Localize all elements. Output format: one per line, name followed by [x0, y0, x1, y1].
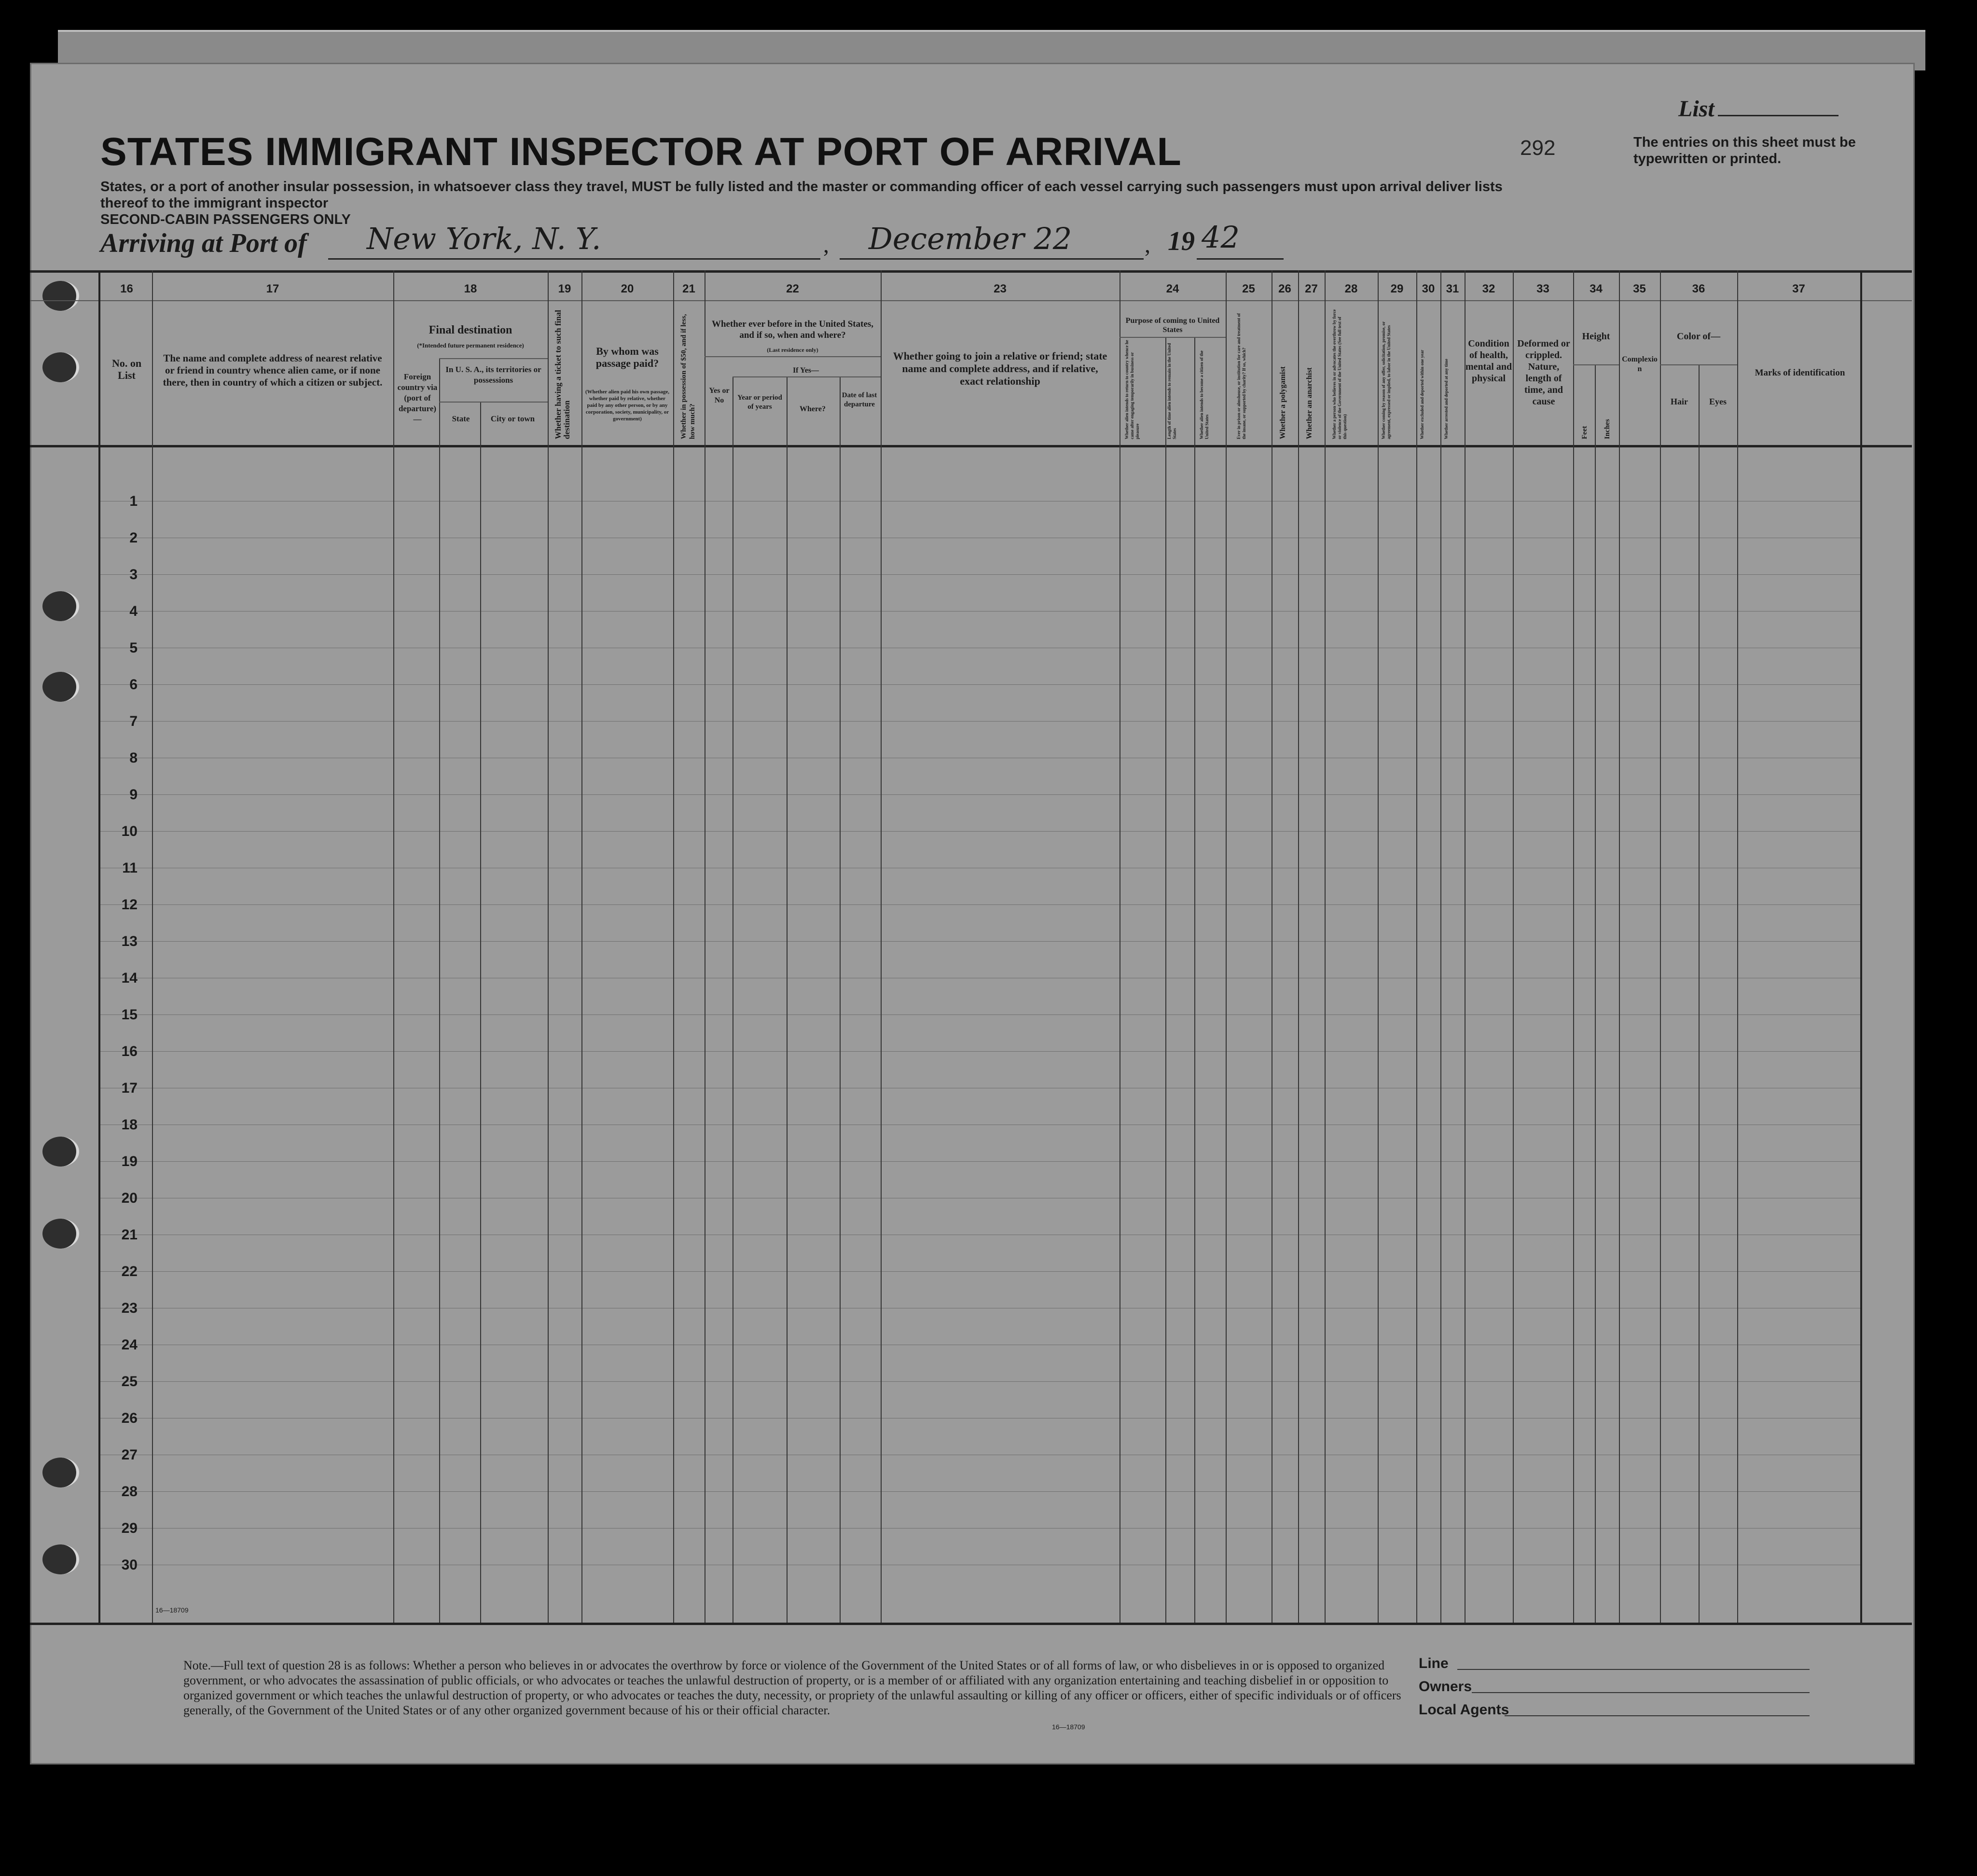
row-number: 21 — [121, 1227, 138, 1243]
column-divider — [152, 270, 153, 1623]
row-number: 20 — [121, 1190, 138, 1206]
subheader-rule — [1660, 364, 1737, 365]
column-divider — [1298, 270, 1299, 1623]
header-height: Height — [1582, 331, 1610, 342]
column-divider — [480, 402, 481, 1623]
row-rule — [98, 1381, 1860, 1382]
row-rule — [98, 574, 1860, 575]
states-note-text: States, or a port of another insular possession, in whatsoever class they travel, MUST be fully listed and the master or commanding officer of each vessel carrying such passengers must upon arrival deliver lists thereof to the immigrant inspector — [100, 179, 1503, 211]
header-purpose: Purpose of coming to United States — [1125, 317, 1220, 334]
row-number: 29 — [121, 1520, 138, 1536]
column-divider — [1378, 270, 1379, 1623]
form-number-table: 16—18709 — [155, 1606, 189, 1614]
row-number: 18 — [121, 1117, 138, 1133]
header-yes-no: Yes or No — [709, 387, 730, 404]
col-number: 28 — [1344, 282, 1358, 295]
row-rule — [98, 1271, 1860, 1272]
subheader-rule — [705, 356, 881, 357]
column-divider — [1699, 364, 1700, 1623]
row-number: 16 — [121, 1043, 138, 1059]
row-number: 12 — [121, 897, 138, 913]
row-number: 13 — [121, 933, 138, 949]
line-label: Line — [1419, 1655, 1449, 1671]
row-number: 15 — [121, 1007, 138, 1023]
row-number: 1 — [129, 493, 138, 509]
year-prefix: 19 — [1168, 226, 1195, 256]
owners-field — [1472, 1692, 1810, 1693]
header-labor: Whether coming by reason of any offer, solicitation, promise, or agreement, expressed or implied, to labor in the United States — [1381, 321, 1391, 439]
punch-hole — [42, 1544, 79, 1574]
col-number: 37 — [1792, 282, 1805, 295]
header-final-destination: Final destination — [429, 324, 512, 336]
column-divider — [1573, 270, 1574, 1623]
col-number: 32 — [1482, 282, 1495, 295]
header-health: Condition of health, mental and physical — [1465, 338, 1512, 384]
column-divider — [1440, 270, 1441, 1623]
header-eyes: Eyes — [1709, 397, 1727, 406]
row-number: 19 — [121, 1153, 138, 1169]
comma-separator: , — [823, 232, 829, 258]
list-label: List — [1678, 96, 1714, 122]
col-number: 30 — [1422, 282, 1435, 295]
row-rule — [98, 1161, 1860, 1162]
header-in-usa: In U. S. A., its territories or possessions — [445, 365, 541, 385]
row-number: 10 — [121, 823, 138, 839]
punch-hole — [42, 672, 79, 702]
column-divider — [439, 358, 440, 1623]
row-number: 28 — [121, 1484, 138, 1500]
column-divider — [673, 270, 674, 1623]
typewritten-note: The entries on this sheet must be typewritten or printed. — [1633, 135, 1856, 167]
col-number: 33 — [1536, 282, 1549, 295]
header-bottom-rule — [30, 445, 1912, 447]
sheet-number: 292 — [1520, 136, 1556, 160]
header-no-on-list: No. on List — [111, 357, 142, 381]
punch-hole — [42, 1458, 79, 1487]
col-number: 17 — [266, 282, 279, 295]
punch-hole — [42, 591, 79, 621]
column-divider — [581, 270, 582, 1623]
date-line — [840, 258, 1144, 260]
local-agents-field — [1505, 1715, 1810, 1716]
header-passage-paid-sub: (Whether alien paid his own passage, whether paid by relative, whether paid by any other person, or by any corporation, society, municipality, or government) — [585, 389, 669, 422]
column-divider — [881, 270, 882, 1623]
header-overthrow: Whether a person who believes in or advocates the overthrow by force or violence of the Government of the United States (See full text of this question) — [1332, 309, 1347, 439]
header-marks: Marks of identification — [1755, 368, 1845, 378]
column-divider — [98, 270, 100, 1623]
header-inches: Inches — [1604, 419, 1611, 439]
header-purpose-citizen: Whether alien intends to become a citizen of the United States — [1199, 350, 1209, 439]
column-divider — [1737, 270, 1738, 1623]
header-ever-before: Whether ever before in the United States, and if so, when and where? — [711, 319, 874, 340]
row-rule — [98, 794, 1860, 795]
row-rule — [98, 721, 1860, 722]
col-number: 29 — [1390, 282, 1404, 295]
punch-hole — [42, 1219, 79, 1249]
col-number: 35 — [1633, 282, 1646, 295]
column-divider — [1860, 270, 1862, 1623]
column-divider — [393, 270, 394, 1623]
column-divider — [1226, 270, 1227, 1623]
column-divider — [1513, 270, 1514, 1623]
port-handwritten: New York, N. Y. — [367, 221, 601, 256]
year-line — [1197, 258, 1284, 260]
header-going-to-join: Whether going to join a relative or friend; state name and complete address, and if relative, exact relationship — [893, 350, 1107, 387]
table-bottom-rule — [30, 1623, 1912, 1625]
subheader-rule — [733, 376, 881, 377]
punch-hole — [42, 281, 79, 311]
subheader-rule — [1573, 364, 1619, 365]
row-rule — [98, 904, 1860, 905]
owners-label: Owners — [1419, 1679, 1472, 1695]
header-ever-before-sub: (Last residence only) — [767, 347, 818, 353]
row-number: 11 — [122, 860, 138, 876]
col-number: 24 — [1166, 282, 1179, 295]
footer-form-number: 16—18709 — [1052, 1723, 1085, 1731]
row-rule — [98, 1014, 1860, 1015]
subheader-rule — [1120, 337, 1226, 338]
row-number: 9 — [129, 787, 138, 803]
row-number: 25 — [121, 1374, 138, 1390]
row-number: 27 — [121, 1447, 138, 1463]
col-number: 26 — [1278, 282, 1291, 295]
header-hair: Hair — [1671, 397, 1688, 406]
header-ticket: Whether having a ticket to such final destination — [553, 310, 571, 439]
states-note — [100, 179, 1548, 228]
row-number: 6 — [129, 677, 138, 693]
header-date-departure: Date of last departure — [842, 391, 877, 408]
row-rule — [98, 831, 1860, 832]
column-divider — [1619, 270, 1620, 1623]
form-title: STATES IMMIGRANT INSPECTOR AT PORT OF ARRIVAL — [100, 130, 1182, 174]
header-where: Where? — [800, 405, 826, 413]
row-number: 23 — [121, 1300, 138, 1316]
header-foreign-country: Foreign country via (port of departure)— — [397, 372, 438, 424]
header-if-yes: If Yes— — [792, 366, 819, 375]
header-complexion: Complexion — [1622, 355, 1658, 373]
local-agents-label: Local Agents — [1419, 1702, 1509, 1718]
header-passage-paid: By whom was passage paid? — [595, 345, 659, 369]
row-rule — [98, 941, 1860, 942]
header-anarchist: Whether an anarchist — [1305, 367, 1313, 439]
col-number: 21 — [682, 282, 695, 295]
row-number: 30 — [121, 1557, 138, 1573]
header-feet: Feet — [1581, 426, 1589, 439]
header-prison: Ever in prison or almshouse, or institution for care and treatment of the insane, or supported by charity? If so, which? — [1236, 313, 1246, 439]
column-divider — [1416, 270, 1417, 1623]
line-field — [1457, 1669, 1810, 1670]
row-number: 22 — [121, 1264, 138, 1279]
manifest-sheet — [30, 63, 1915, 1765]
footer-note: Note.—Full text of question 28 is as follows: Whether a person who believes in or advocates the overthrow by force or violence of the Government of the United States or of all forms of law, or who disbelieves in or is opposed to organized government, or who advocates the assassination of public officials, or who advocates or teaches the unlawful destruction of property, or is a member of or affiliated with any organization entertaining and teaching disbelief in or opposition to organized government or which teaches the unlawful destruction of property, or who advocates or teaches the duty, necessity, or propriety of the unlawful assaulting or killing of any officer or officers, either of specific individuals or of officers generally, of the Government of the United States or of any other organized government because of his or their official character. — [183, 1658, 1401, 1717]
row-number: 8 — [129, 750, 138, 766]
row-number: 24 — [121, 1337, 138, 1353]
date-handwritten: December 22 — [869, 221, 1072, 256]
column-divider — [1660, 270, 1661, 1623]
table-top-rule — [30, 270, 1912, 273]
col-number: 16 — [120, 282, 133, 295]
header-purpose-length: Length of time alien intends to remain in the United States — [1167, 343, 1177, 439]
port-line — [328, 258, 820, 260]
col-number: 31 — [1446, 282, 1459, 295]
punch-hole — [42, 1137, 79, 1167]
header-state: State — [452, 414, 470, 423]
col-number: 20 — [621, 282, 634, 295]
row-number: 17 — [121, 1080, 138, 1096]
col-number: 27 — [1305, 282, 1318, 295]
arriving-label: Arriving at Port of — [100, 228, 307, 258]
column-divider — [840, 376, 841, 1623]
column-divider — [1165, 337, 1166, 1623]
punch-hole — [42, 352, 79, 382]
row-number: 7 — [129, 713, 138, 729]
row-number: 14 — [121, 970, 138, 986]
header-color-of: Color of— — [1676, 331, 1721, 342]
column-divider — [548, 270, 549, 1623]
subheader-rule — [439, 402, 548, 403]
row-number: 5 — [129, 640, 138, 656]
header-final-destination-sub: (*Intended future permanent residence) — [417, 342, 524, 349]
row-rule — [98, 1051, 1860, 1052]
column-divider — [1194, 337, 1195, 1623]
col-number: 25 — [1242, 282, 1255, 295]
class-note: SECOND-CABIN PASSENGERS ONLY — [100, 212, 351, 227]
col-number: 22 — [786, 282, 799, 295]
column-divider — [1595, 364, 1596, 1623]
column-divider — [787, 376, 788, 1623]
row-number: 26 — [121, 1410, 138, 1426]
header-city: City or town — [490, 414, 535, 423]
row-rule — [98, 684, 1860, 685]
header-purpose-return: Whether alien intends to return to country whence he came after engaging temporarily in business or pleasure — [1124, 340, 1140, 439]
header-excluded: Whether excluded and deported within one year — [1420, 349, 1424, 439]
column-number-rule — [30, 300, 1912, 301]
col-number: 19 — [558, 282, 571, 295]
col-number: 18 — [464, 282, 477, 295]
row-number: 3 — [129, 567, 138, 583]
col-number: 34 — [1590, 282, 1603, 295]
row-rule — [98, 1491, 1860, 1492]
col-number: 23 — [994, 282, 1007, 295]
header-deformed: Deformed or crippled. Nature, length of time, and cause — [1517, 338, 1570, 407]
row-number: 2 — [129, 530, 138, 546]
row-rule — [98, 1528, 1860, 1529]
list-number-line — [1718, 115, 1839, 116]
comma-separator: , — [1145, 232, 1150, 258]
subheader-rule — [439, 358, 548, 359]
header-polygamist: Whether a polygamist — [1279, 366, 1287, 439]
header-arrested: Whether arrested and deported at any time — [1444, 359, 1449, 439]
row-number: 4 — [129, 603, 138, 619]
header-nearest-relative: The name and complete address of nearest relative or friend in country whence alien came, or if none there, then in country of which a citizen or subject. — [163, 352, 383, 388]
col-number: 36 — [1692, 282, 1705, 295]
column-divider — [1325, 270, 1326, 1623]
header-fifty-dollars: Whether in possession of $50, and if less, how much? — [680, 314, 696, 439]
year-handwritten: 42 — [1202, 220, 1240, 255]
header-year-period: Year or period of years — [737, 394, 782, 411]
